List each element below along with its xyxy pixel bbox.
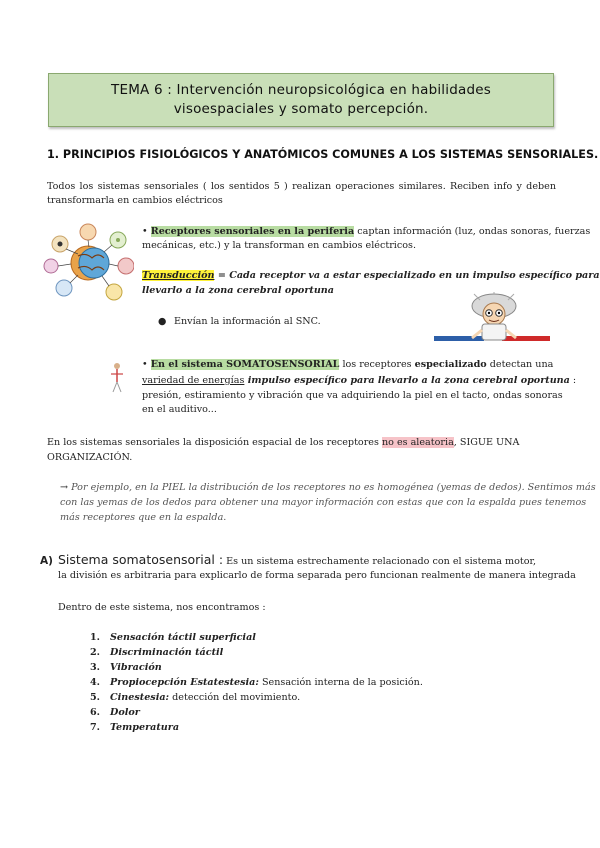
list-item-number: 2. bbox=[90, 647, 101, 658]
transduccion-rest: = Cada receptor va a estar especializado en un impulso específico para bbox=[214, 270, 600, 281]
list-item-text bbox=[110, 720, 179, 735]
red-wire bbox=[502, 336, 550, 341]
list-item-description: detección del movimiento. bbox=[169, 692, 301, 703]
disposicion-line-2: ORGANIZACIÓN. bbox=[47, 452, 133, 463]
title-line-1: TEMA 6 : Intervención neuropsicológica en habilidades bbox=[111, 82, 491, 98]
soma-mid: los receptores bbox=[339, 359, 415, 370]
disposicion-start: En los sistemas sensoriales la disposición espacial de los receptores bbox=[47, 437, 382, 448]
section-a-text-1: Es un sistema estrechamente relacionado con el sistema motor, bbox=[223, 556, 537, 567]
list-item-term: Propiocepción Estatestesia: bbox=[110, 677, 259, 688]
list-item-number: 7. bbox=[90, 722, 101, 733]
soma-bullet: • bbox=[142, 359, 148, 370]
list-item-term: Discriminación táctil bbox=[110, 647, 224, 658]
receptores-rest: captan información (luz, ondas sonoras, fuerzas bbox=[354, 226, 591, 237]
list-item-term: Temperatura bbox=[110, 722, 180, 733]
arrow-icon: → bbox=[60, 482, 69, 493]
note-line-1 bbox=[60, 481, 596, 495]
section-1-heading: 1. PRINCIPIOS FISIOLÓGICOS Y ANATÓMICOS COMUNES A LOS SISTEMAS SENSORIALES. bbox=[47, 148, 599, 161]
receptores-highlight: Receptores sensoriales en la periferia bbox=[150, 226, 355, 237]
title-line-2: visoespaciales y somato percepción. bbox=[173, 101, 429, 117]
receptores-line-1 bbox=[142, 225, 590, 239]
list-item bbox=[90, 645, 423, 660]
list-item-text bbox=[110, 630, 256, 645]
transduccion-line-1 bbox=[142, 269, 600, 283]
intro-line-2: transformarla en cambios eléctricos bbox=[47, 195, 223, 206]
hand-sense-icon bbox=[106, 284, 122, 300]
soma-highlight: En el sistema SOMATOSENSORIAL bbox=[150, 359, 340, 370]
ear-sense-icon bbox=[80, 224, 96, 240]
list-item bbox=[90, 675, 423, 690]
list-item-number: 1. bbox=[90, 632, 101, 643]
homunculus-icon bbox=[108, 362, 126, 394]
receptores-bullet: • bbox=[142, 226, 148, 237]
section-a-line-1 bbox=[58, 553, 536, 569]
soma-line-2-end: : bbox=[569, 375, 577, 386]
section-a-letter: A) bbox=[40, 555, 53, 567]
disposicion-highlight: no es aleatoria bbox=[381, 437, 454, 448]
brain-right bbox=[79, 248, 109, 278]
list-item-text bbox=[110, 675, 423, 690]
soma-end: detectan una bbox=[486, 359, 554, 370]
list-item-number: 6. bbox=[90, 707, 101, 718]
list-item-term: Cinestesia: bbox=[110, 692, 170, 703]
blue-wire bbox=[434, 336, 484, 341]
list-item bbox=[90, 630, 423, 645]
transduccion-line-2: llevarlo a la zona cerebral oportuna bbox=[142, 285, 334, 296]
soma-especializado: especializado bbox=[414, 359, 487, 370]
list-item-number: 5. bbox=[90, 692, 101, 703]
soma-line-1 bbox=[142, 358, 556, 372]
senses-brain-illustration bbox=[42, 222, 134, 304]
soma-impulso: impulso específico para llevarlo a la zona cerebral oportuna bbox=[244, 375, 570, 386]
note-line-3: más receptores que en la espalda. bbox=[60, 512, 227, 523]
list-item-text bbox=[110, 690, 300, 705]
list-item-term: Vibración bbox=[110, 662, 162, 673]
soma-variedad: variedad de energías bbox=[142, 375, 245, 386]
skin-sense-icon bbox=[56, 280, 72, 296]
tongue-sense-icon bbox=[118, 258, 134, 274]
list-item-text bbox=[110, 645, 223, 660]
list-item-description: Sensación interna de la posición. bbox=[258, 677, 423, 688]
disposicion-line-1 bbox=[47, 436, 519, 450]
list-item bbox=[90, 660, 423, 675]
snc-bullet: ● bbox=[158, 316, 167, 327]
snc-text: Envían la información al SNC. bbox=[174, 316, 321, 327]
list-item-number: 3. bbox=[90, 662, 101, 673]
pain-sense-icon bbox=[44, 259, 58, 273]
list-item-text bbox=[110, 660, 162, 675]
soma-line-4: en el auditivo... bbox=[142, 404, 217, 415]
title-box bbox=[48, 73, 554, 127]
list-item-number: 4. bbox=[90, 677, 101, 688]
soma-line-2 bbox=[142, 374, 576, 388]
soma-line-3: presión, estiramiento y vibración que va adquiriendo la piel en el tacto, ondas sonoras bbox=[142, 390, 563, 401]
section-a-heading: Sistema somatosensorial : bbox=[58, 552, 224, 567]
within-system-text: Dentro de este sistema, nos encontramos : bbox=[58, 602, 266, 613]
intro-line-1: Todos los sistemas sensoriales ( los sentidos 5 ) realizan operaciones similares. Reciben info y deben bbox=[47, 181, 556, 192]
list-item bbox=[90, 705, 423, 720]
disposicion-end: , SIGUE UNA bbox=[453, 437, 520, 448]
list-item-text bbox=[110, 705, 140, 720]
section-a-line-2: la división es arbitraria para explicarlo de forma separada pero funcionan realmente de manera integrada bbox=[58, 570, 576, 581]
lab-coat bbox=[482, 324, 506, 340]
note-line-2: con las yemas de los dedos para obtener una mayor información con estas que con la espalda pues tenemos bbox=[60, 497, 587, 508]
scientist-cartoon bbox=[434, 292, 552, 348]
list-item-term: Sensación táctil superficial bbox=[110, 632, 256, 643]
note-text-1: Por ejemplo, en la PIEL la distribución de los receptores no es homogénea (yemas de dedos). Sentimos más bbox=[68, 482, 596, 493]
list-item bbox=[90, 720, 423, 735]
somatosensory-list bbox=[90, 630, 423, 735]
transduccion-label: Transducción bbox=[142, 270, 215, 281]
receptores-line-2: mecánicas, etc.) y la transforman en cambios eléctricos. bbox=[142, 240, 416, 251]
list-item bbox=[90, 690, 423, 705]
list-item-term: Dolor bbox=[110, 707, 140, 718]
